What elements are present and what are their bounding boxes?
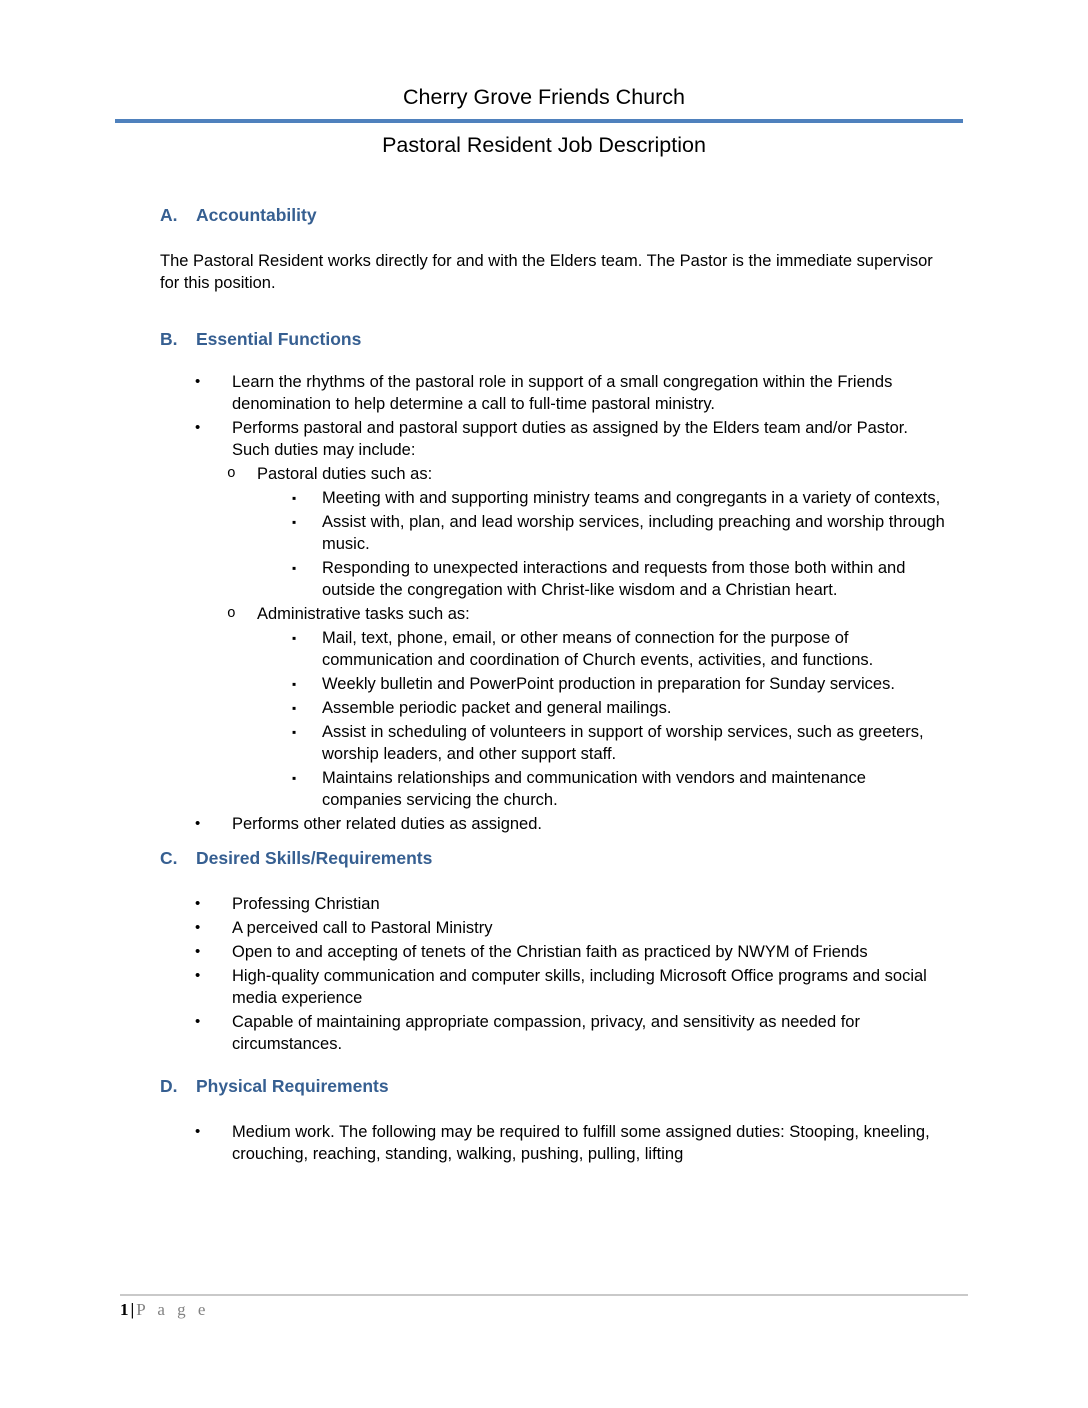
square-bullet-icon: ▪ — [292, 631, 297, 645]
bullet-icon: • — [195, 419, 201, 436]
section-heading-essential-functions — [160, 328, 950, 350]
list-item-text: Performs pastoral and pastoral support duties as assigned by the Elders team and/or Pastor. Such duties may include: — [232, 419, 908, 459]
section-heading-physical-requirements — [160, 1075, 950, 1097]
list-item — [160, 487, 950, 509]
page-number: 1 — [120, 1300, 129, 1319]
page-footer — [120, 1294, 968, 1321]
list-item-text: Pastoral duties such as: — [257, 465, 433, 483]
list-item — [160, 1121, 950, 1165]
list-item — [160, 965, 950, 1009]
bullet-icon: • — [195, 943, 201, 960]
list-item — [160, 893, 950, 915]
list-item-text: Mail, text, phone, email, or other means of connection for the purpose of communication and coordination of Church events, activities, and functions. — [322, 629, 874, 669]
list-item — [160, 813, 950, 835]
footer-separator: | — [130, 1300, 135, 1319]
list-item-text: Capable of maintaining appropriate compassion, privacy, and sensitivity as needed for circumstances. — [232, 1013, 860, 1053]
document-header — [0, 0, 1088, 158]
section-title: Accountability — [196, 205, 317, 225]
section-title: Desired Skills/Requirements — [196, 848, 433, 868]
square-bullet-icon: ▪ — [292, 677, 297, 691]
circle-bullet-icon: o — [227, 606, 236, 622]
square-bullet-icon: ▪ — [292, 491, 297, 505]
list-item-text: Responding to unexpected interactions and requests from those both within and outside the congregation with Christ-like wisdom and a Christian heart. — [322, 559, 906, 599]
list-item-text: Meeting with and supporting ministry teams and congregants in a variety of contexts, — [322, 489, 941, 507]
bullet-icon: • — [195, 1013, 201, 1030]
list-item — [160, 511, 950, 555]
square-bullet-icon: ▪ — [292, 771, 297, 785]
essential-functions-list — [160, 371, 950, 835]
document-subtitle: Pastoral Resident Job Description — [382, 133, 706, 157]
footer-text — [120, 1299, 968, 1321]
section-title: Physical Requirements — [196, 1076, 389, 1096]
section-heading-accountability — [160, 204, 950, 226]
square-bullet-icon: ▪ — [292, 515, 297, 529]
footer-divider — [120, 1294, 968, 1296]
desired-skills-list — [160, 893, 950, 1055]
list-item — [160, 603, 950, 625]
section-heading-desired-skills — [160, 847, 950, 869]
list-item — [160, 557, 950, 601]
list-item — [160, 417, 950, 461]
accountability-paragraph: The Pastoral Resident works directly for and with the Elders team. The Pastor is the immediate supervisor for this position. — [160, 252, 933, 292]
list-item — [160, 697, 950, 719]
list-item-text: Assist in scheduling of volunteers in support of worship services, such as greeters, worship leaders, and other support staff. — [322, 723, 924, 763]
list-item — [160, 941, 950, 963]
list-item-text: Performs other related duties as assigned. — [232, 815, 542, 833]
bullet-icon: • — [195, 895, 201, 912]
list-item — [160, 371, 950, 415]
section-letter: A. — [160, 205, 178, 225]
list-item — [160, 673, 950, 695]
bullet-icon: • — [195, 373, 201, 390]
list-item-text: Administrative tasks such as: — [257, 605, 470, 623]
list-item-text: A perceived call to Pastoral Ministry — [232, 919, 493, 937]
list-item — [160, 463, 950, 485]
list-item-text: Assemble periodic packet and general mailings. — [322, 699, 672, 717]
list-item-text: Open to and accepting of tenets of the Christian faith as practiced by NWYM of Friends — [232, 943, 868, 961]
bullet-icon: • — [195, 919, 201, 936]
list-item — [160, 1011, 950, 1055]
title-divider — [115, 119, 963, 123]
section-letter: B. — [160, 329, 178, 349]
list-item-text: High-quality communication and computer skills, including Microsoft Office programs and social media experience — [232, 967, 927, 1007]
section-letter: C. — [160, 848, 178, 868]
list-item-text: Assist with, plan, and lead worship services, including preaching and worship through music. — [322, 513, 945, 553]
document-title: Cherry Grove Friends Church — [403, 85, 685, 109]
list-item-text: Learn the rhythms of the pastoral role in support of a small congregation within the Friends denomination to help determine a call to full-time pastoral ministry. — [232, 373, 893, 413]
square-bullet-icon: ▪ — [292, 725, 297, 739]
list-item-text: Weekly bulletin and PowerPoint production in preparation for Sunday services. — [322, 675, 895, 693]
list-item — [160, 627, 950, 671]
circle-bullet-icon: o — [227, 466, 236, 482]
bullet-icon: • — [195, 967, 201, 984]
document-body — [0, 204, 1088, 1165]
section-title: Essential Functions — [196, 329, 362, 349]
list-item-text: Professing Christian — [232, 895, 380, 913]
list-item-text: Maintains relationships and communication with vendors and maintenance companies servicing the church. — [322, 769, 866, 809]
bullet-icon: • — [195, 1123, 201, 1140]
list-item — [160, 721, 950, 765]
bullet-icon: • — [195, 815, 201, 832]
list-item — [160, 917, 950, 939]
list-item — [160, 767, 950, 811]
physical-requirements-list — [160, 1121, 950, 1165]
page-label: P a g e — [136, 1300, 210, 1319]
list-item-text: Medium work. The following may be required to fulfill some assigned duties: Stooping, kneeling, crouching, reaching, standing, walking, pushing, pulling, lifting — [232, 1123, 930, 1163]
square-bullet-icon: ▪ — [292, 561, 297, 575]
square-bullet-icon: ▪ — [292, 701, 297, 715]
section-letter: D. — [160, 1076, 178, 1096]
